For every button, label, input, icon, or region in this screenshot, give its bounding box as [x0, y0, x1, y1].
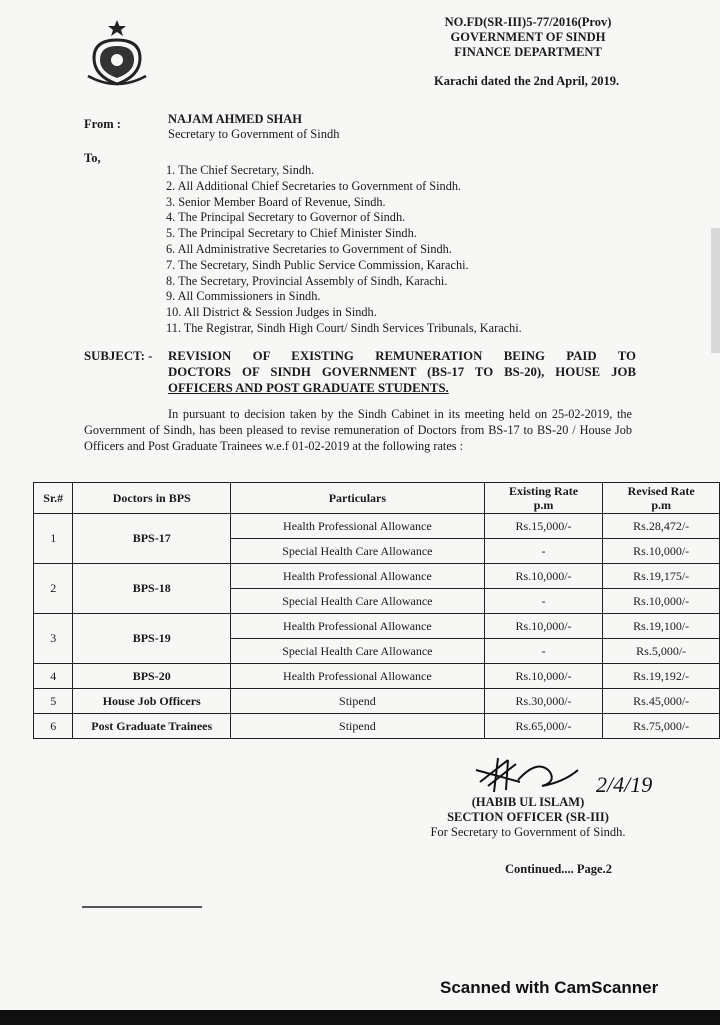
header-sr: Sr.# [34, 483, 73, 514]
header-revised-pm: p.m [651, 498, 671, 512]
cell-revised-rate: Rs.5,000/- [603, 639, 720, 664]
signatory-name: (HABIB UL ISLAM) [471, 795, 585, 809]
subject-label: SUBJECT: - [84, 349, 153, 363]
recipient-item: 3. Senior Member Board of Revenue, Sindh. [166, 194, 386, 209]
table-row [34, 664, 720, 689]
camscanner-watermark: Scanned with CamScanner [440, 978, 659, 997]
table-body [34, 514, 720, 739]
cell-revised-rate: Rs.19,100/- [603, 614, 720, 639]
subject-line: DOCTORS OF SINDH GOVERNMENT (BS-17 TO BS-20), HOUSE JOB [168, 365, 636, 379]
recipient-list [166, 163, 636, 337]
footer-print-mark [82, 905, 202, 909]
cell-particular: Stipend [230, 714, 484, 739]
cell-particular: Special Health Care Allowance [230, 589, 484, 614]
table-row [34, 564, 720, 589]
government-seal-icon [84, 18, 150, 90]
header-existing-rate [484, 483, 603, 514]
cell-particular: Special Health Care Allowance [230, 539, 484, 564]
cell-sr: 3 [34, 614, 73, 664]
cell-existing-rate: Rs.10,000/- [484, 664, 603, 689]
cell-existing-rate: Rs.10,000/- [484, 614, 603, 639]
table-row [34, 689, 720, 714]
recipient-item: 9. All Commissioners in Sindh. [166, 289, 321, 304]
table-row [34, 514, 720, 539]
subject-text [168, 348, 636, 396]
header-revised-line: Revised Rate [627, 484, 695, 498]
cell-revised-rate: Rs.10,000/- [603, 539, 720, 564]
cell-revised-rate: Rs.75,000/- [603, 714, 720, 739]
from-label: From : [84, 117, 121, 131]
side-scroll-tab [711, 228, 720, 353]
continued-note: Continued.... Page.2 [505, 862, 612, 876]
recipient-item: 10. All District & Session Judges in Sindh. [166, 305, 377, 320]
cell-bps: BPS-17 [73, 514, 231, 564]
cell-revised-rate: Rs.45,000/- [603, 689, 720, 714]
body-paragraph: In pursuant to decision taken by the Sindh Cabinet in its meeting held on 25-02-2019, the Government of Sindh, has been pleased to revise remuneration of Doctors from BS-17 to BS-20 / House Job Officers and Post Graduate Trainees w.e.f 01-02-2019 at the following rates : [84, 407, 632, 453]
cell-existing-rate: - [484, 639, 603, 664]
recipient-item: 4. The Principal Secretary to Governor of Sindh. [166, 210, 406, 225]
recipient-item: 7. The Secretary, Sindh Public Service Commission, Karachi. [166, 257, 469, 272]
to-label: To, [84, 151, 101, 165]
cell-bps: Post Graduate Trainees [73, 714, 231, 739]
header-particulars: Particulars [230, 483, 484, 514]
department-heading: FINANCE DEPARTMENT [454, 45, 602, 59]
subject-line: OFFICERS AND POST GRADUATE STUDENTS. [168, 381, 449, 395]
cell-particular: Health Professional Allowance [230, 664, 484, 689]
cell-existing-rate: Rs.30,000/- [484, 689, 603, 714]
government-heading: GOVERNMENT OF SINDH [450, 30, 606, 44]
cell-sr: 2 [34, 564, 73, 614]
recipient-item: 1. The Chief Secretary, Sindh. [166, 163, 315, 177]
letter-date: Karachi dated the 2nd April, 2019. [434, 74, 620, 88]
cell-revised-rate: Rs.10,000/- [603, 589, 720, 614]
recipient-item: 5. The Principal Secretary to Chief Minister Sindh. [166, 226, 417, 241]
cell-existing-rate: - [484, 539, 603, 564]
header-existing-pm: p.m [533, 498, 554, 512]
subject-line: REVISION OF EXISTING REMUNERATION BEING PAID TO [168, 349, 636, 363]
signatory-for-line: For Secretary to Government of Sindh. [430, 825, 626, 839]
signatory-designation: SECTION OFFICER (SR-III) [447, 810, 609, 824]
cell-existing-rate: Rs.65,000/- [484, 714, 603, 739]
reference-number: NO.FD(SR-III)5-77/2016(Prov) [444, 15, 612, 29]
recipient-item: 6. All Administrative Secretaries to Government of Sindh. [166, 241, 452, 256]
cell-existing-rate: Rs.15,000/- [484, 514, 603, 539]
signature-date: 2/4/19 [596, 772, 653, 797]
cell-revised-rate: Rs.19,192/- [603, 664, 720, 689]
header-doctors-bps: Doctors in BPS [73, 483, 231, 514]
header-revised-rate [603, 483, 720, 514]
cell-particular: Health Professional Allowance [230, 614, 484, 639]
cell-revised-rate: Rs.19,175/- [603, 564, 720, 589]
sender-name: NAJAM AHMED SHAH [168, 112, 303, 126]
recipient-item: 11. The Registrar, Sindh High Court/ Sindh Services Tribunals, Karachi. [166, 320, 522, 335]
cell-sr: 1 [34, 514, 73, 564]
header-existing-line: Existing Rate [509, 484, 579, 498]
cell-sr: 6 [34, 714, 73, 739]
remuneration-table [33, 482, 720, 739]
cell-particular: Special Health Care Allowance [230, 639, 484, 664]
cell-sr: 4 [34, 664, 73, 689]
cell-particular: Health Professional Allowance [230, 564, 484, 589]
cell-bps: BPS-18 [73, 564, 231, 614]
signatory-block [418, 795, 638, 840]
recipient-item: 2. All Additional Chief Secretaries to Government of Sindh. [166, 178, 462, 193]
recipient-item: 8. The Secretary, Provincial Assembly of Sindh, Karachi. [166, 273, 448, 288]
cell-sr: 5 [34, 689, 73, 714]
table-header-row [34, 483, 720, 514]
sender-title: Secretary to Government of Sindh [168, 127, 340, 141]
cell-existing-rate: Rs.10,000/- [484, 564, 603, 589]
table-row [34, 714, 720, 739]
cell-existing-rate: - [484, 589, 603, 614]
cell-bps: House Job Officers [73, 689, 231, 714]
cell-revised-rate: Rs.28,472/- [603, 514, 720, 539]
cell-bps: BPS-19 [73, 614, 231, 664]
bottom-bar [0, 1010, 720, 1025]
cell-particular: Stipend [230, 689, 484, 714]
table-row [34, 614, 720, 639]
cell-bps: BPS-20 [73, 664, 231, 689]
cell-particular: Health Professional Allowance [230, 514, 484, 539]
